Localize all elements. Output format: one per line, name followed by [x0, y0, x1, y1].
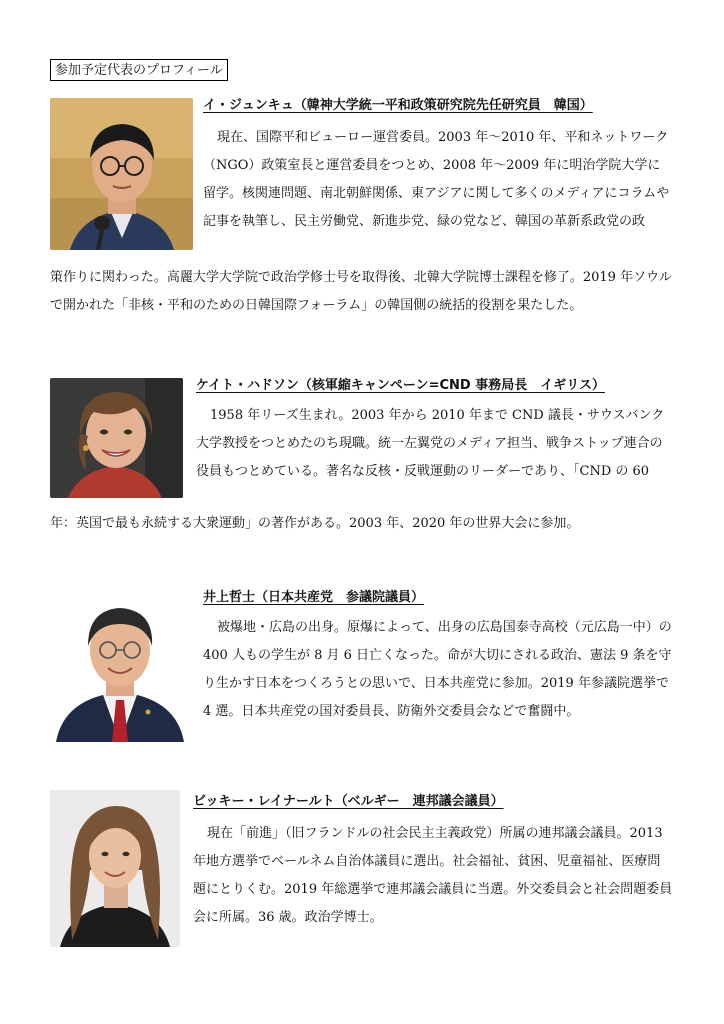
profile-bio: 被爆地・広島の出身。原爆によって、出身の広島国泰寺高校（元広島一中）の 400 人もの学生が 8 月 6 日亡くなった。命が大切にされる政治、憲法 9 条を守り生かす日本をつくろうとの思いで、日本共産党に参加。2019 年参議院選挙で 4 選。日本共産党の国対委員長、防衛外交委員会などで奮闘中。 — [203, 620, 672, 719]
portrait-man-suit — [50, 590, 190, 742]
profile-bio: 現在「前進」（旧フランドルの社会民主主義政党）所属の連邦議会議員。2013 年地方選挙でベールネム自治体議員に選出。社会福祉、貧困、児童福祉、医療問題にとりくむ。2019 年総選挙で連邦議会議員に当選。外交委員会と社会問題委員会に所属。36 歳。政治学博士。 — [193, 826, 673, 925]
profile-name: イ・ジュンキュ（韓神大学統一平和政策研究院先任研究員 韓国） — [203, 98, 593, 113]
profile-name: ビッキー・レイナールト（ベルギー 連邦議会議員） — [193, 794, 504, 809]
portrait-woman-smiling — [50, 378, 183, 498]
portrait-man-glasses — [50, 98, 193, 250]
profile-name: 井上哲士（日本共産党 参議院議員） — [203, 590, 425, 605]
profile-name: ケイト・ハドソン（核軍縮キャンペーン=CND 事務局長 イギリス） — [196, 378, 605, 393]
profile-bio: 1958 年リーズ生まれ。2003 年から 2010 年まで CND 議長・サウスバンク大学教授をつとめたのち現職。統一左翼党のメディア担当、戦争ストップ連合の役員もつとめている。著名な反核・反戦運動のリーダーであり、「CND の 60 — [196, 408, 665, 479]
profile-bio-continued: 年：英国で最も永続する大衆運動」の著作がある。2003 年、2020 年の世界大会に参加。 — [50, 516, 580, 531]
profile-bio-continued: 策作りに関わった。高麗大学大学院で政治学修士号を取得後、北韓大学院博士課程を修了。2019 年ソウルで開かれた「非核・平和のための日韓国際フォーラム」の韓国側の統括的役割を果たした。 — [50, 270, 672, 313]
portrait-woman-longhair — [50, 790, 180, 947]
section-label: 参加予定代表のプロフィール — [50, 59, 228, 81]
profile-bio: 現在、国際平和ビューロー運営委員。2003 年～2010 年、平和ネットワーク（NGO）政策室長と運営委員をつとめ、2008 年～2009 年に明治学院大学に留学。核関連問題、南北朝鮮関係、東アジアに関して多くのメディアにコラムや記事を執筆し、民主労働党、新進歩党、緑の党など、韓国の革新系政党の政 — [203, 130, 670, 229]
